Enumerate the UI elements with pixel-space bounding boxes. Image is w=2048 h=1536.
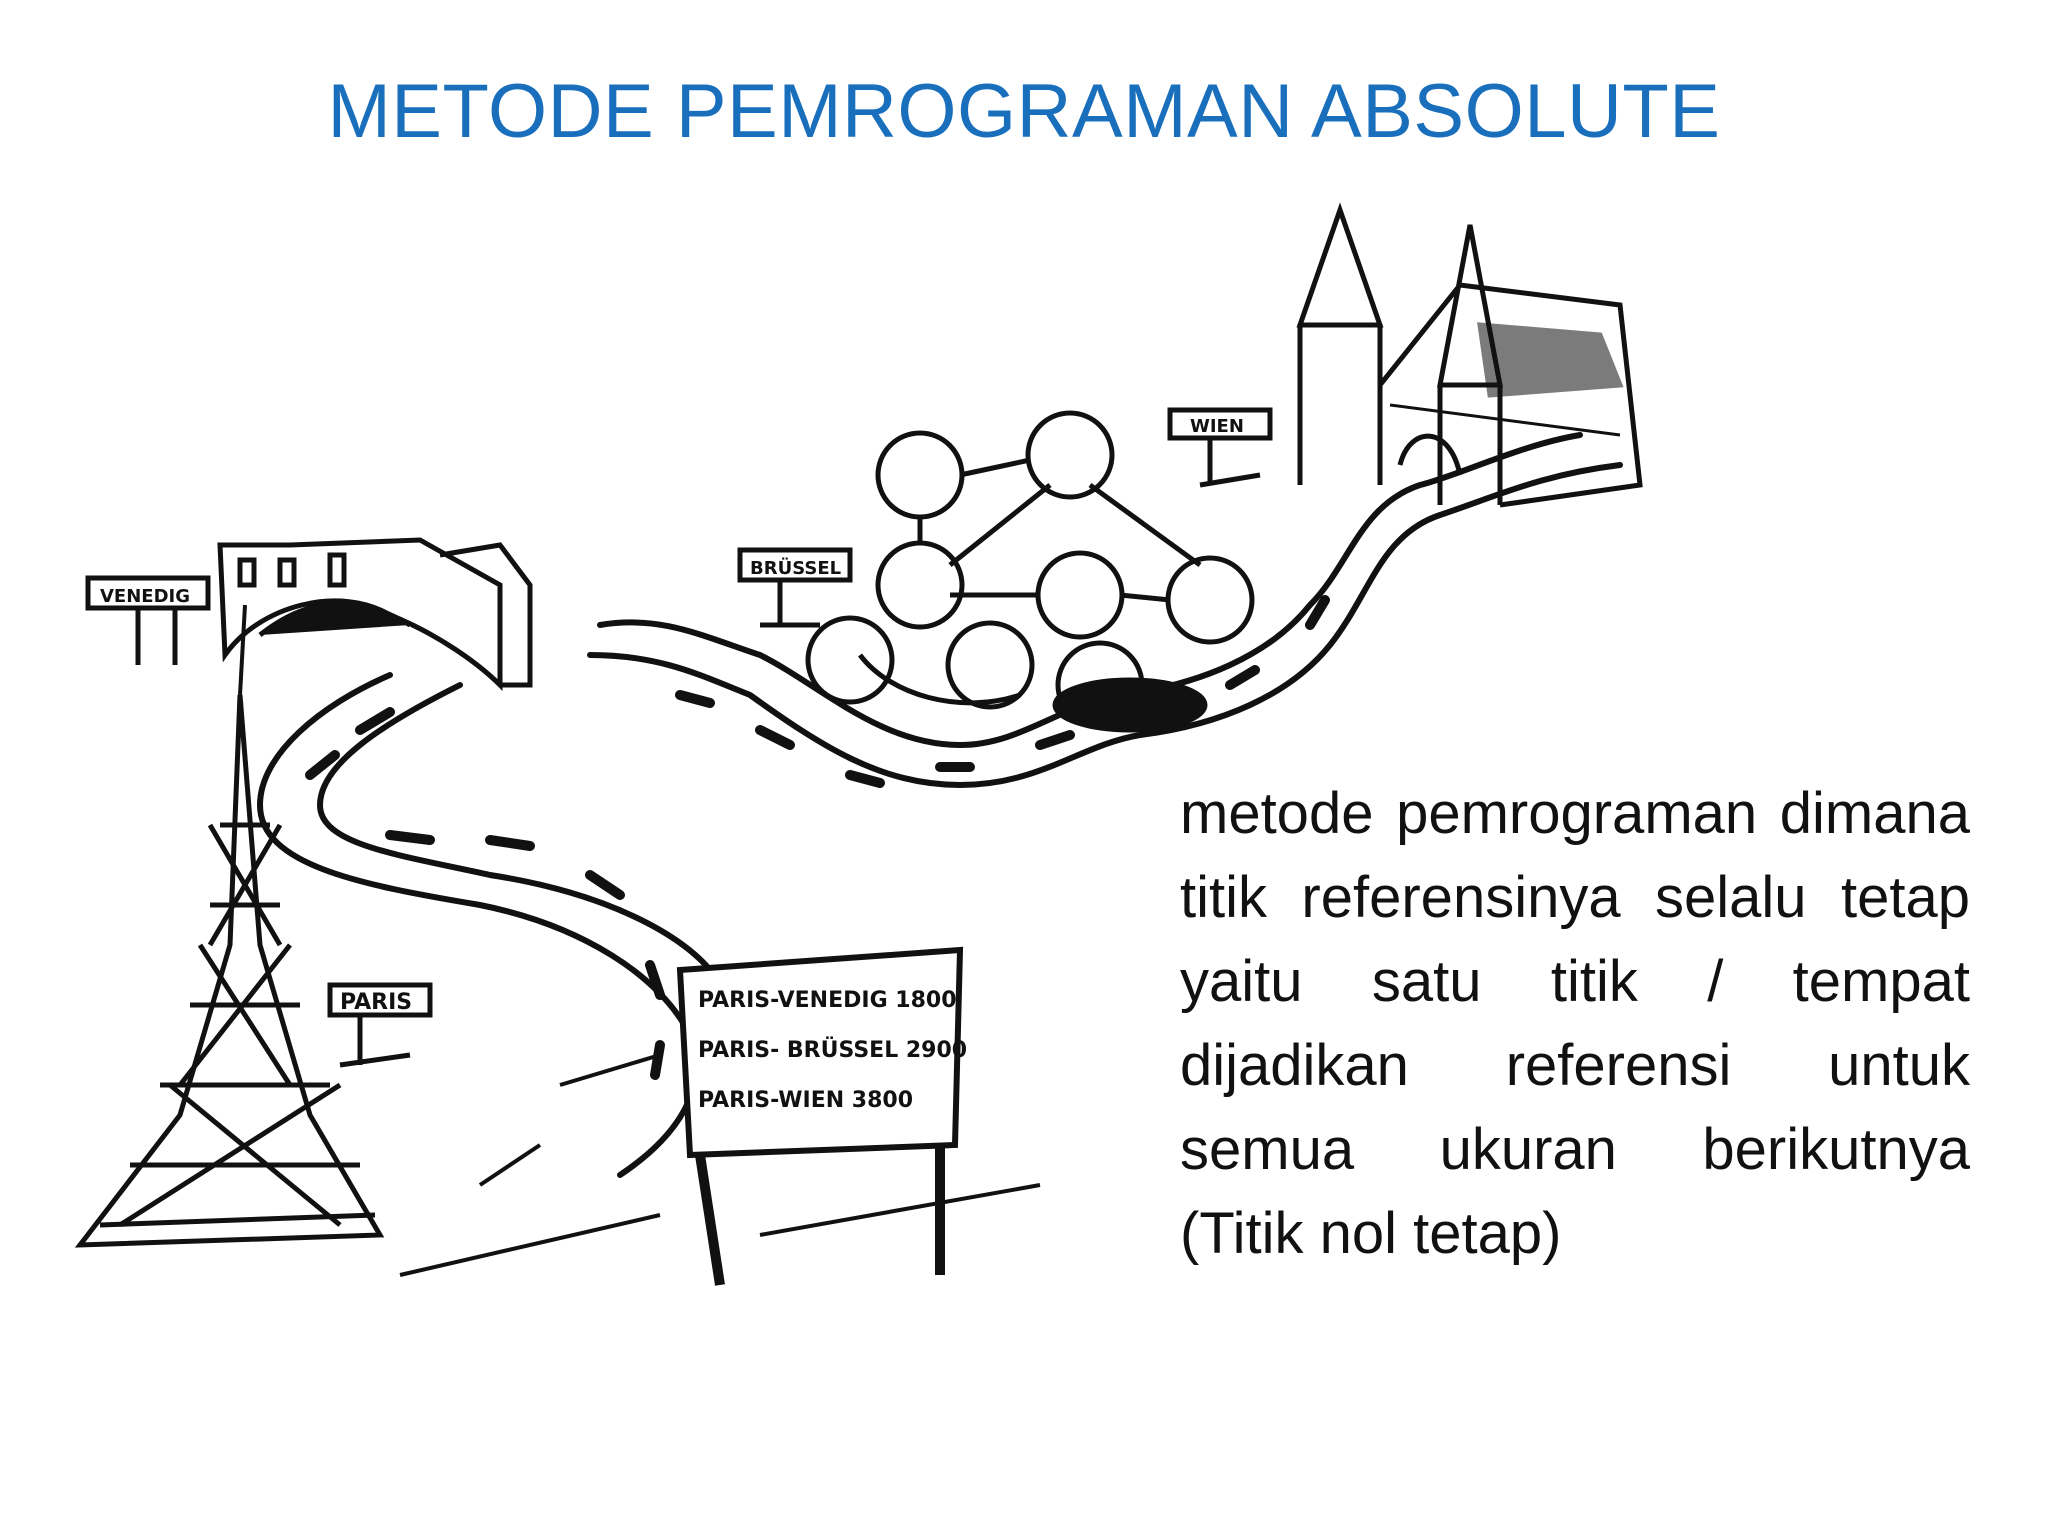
distance-line-1: PARIS-VENEDIG 1800 — [698, 988, 957, 1013]
distance-line-2: PARIS- BRÜSSEL 2900 — [698, 1038, 968, 1063]
sign-paris: PARIS — [340, 990, 413, 1015]
slide-title: METODE PEMROGRAMAN ABSOLUTE — [327, 69, 1721, 154]
sign-brussel: BRÜSSEL — [750, 558, 842, 579]
venice-bridge-drawing — [220, 540, 530, 685]
description-text: metode pemrograman dimana titik referensinya selalu tetap yaitu satu titik / tempat dijadikan referensi untuk semua ukuran berikutnya (Titik nol tetap) — [1180, 781, 1970, 1266]
sign-wien: WIEN — [1190, 416, 1244, 437]
vienna-cathedral-drawing — [1300, 210, 1640, 505]
distance-line-3: PARIS-WIEN 3800 — [698, 1088, 914, 1113]
sign-venedig: VENEDIG — [100, 586, 190, 607]
